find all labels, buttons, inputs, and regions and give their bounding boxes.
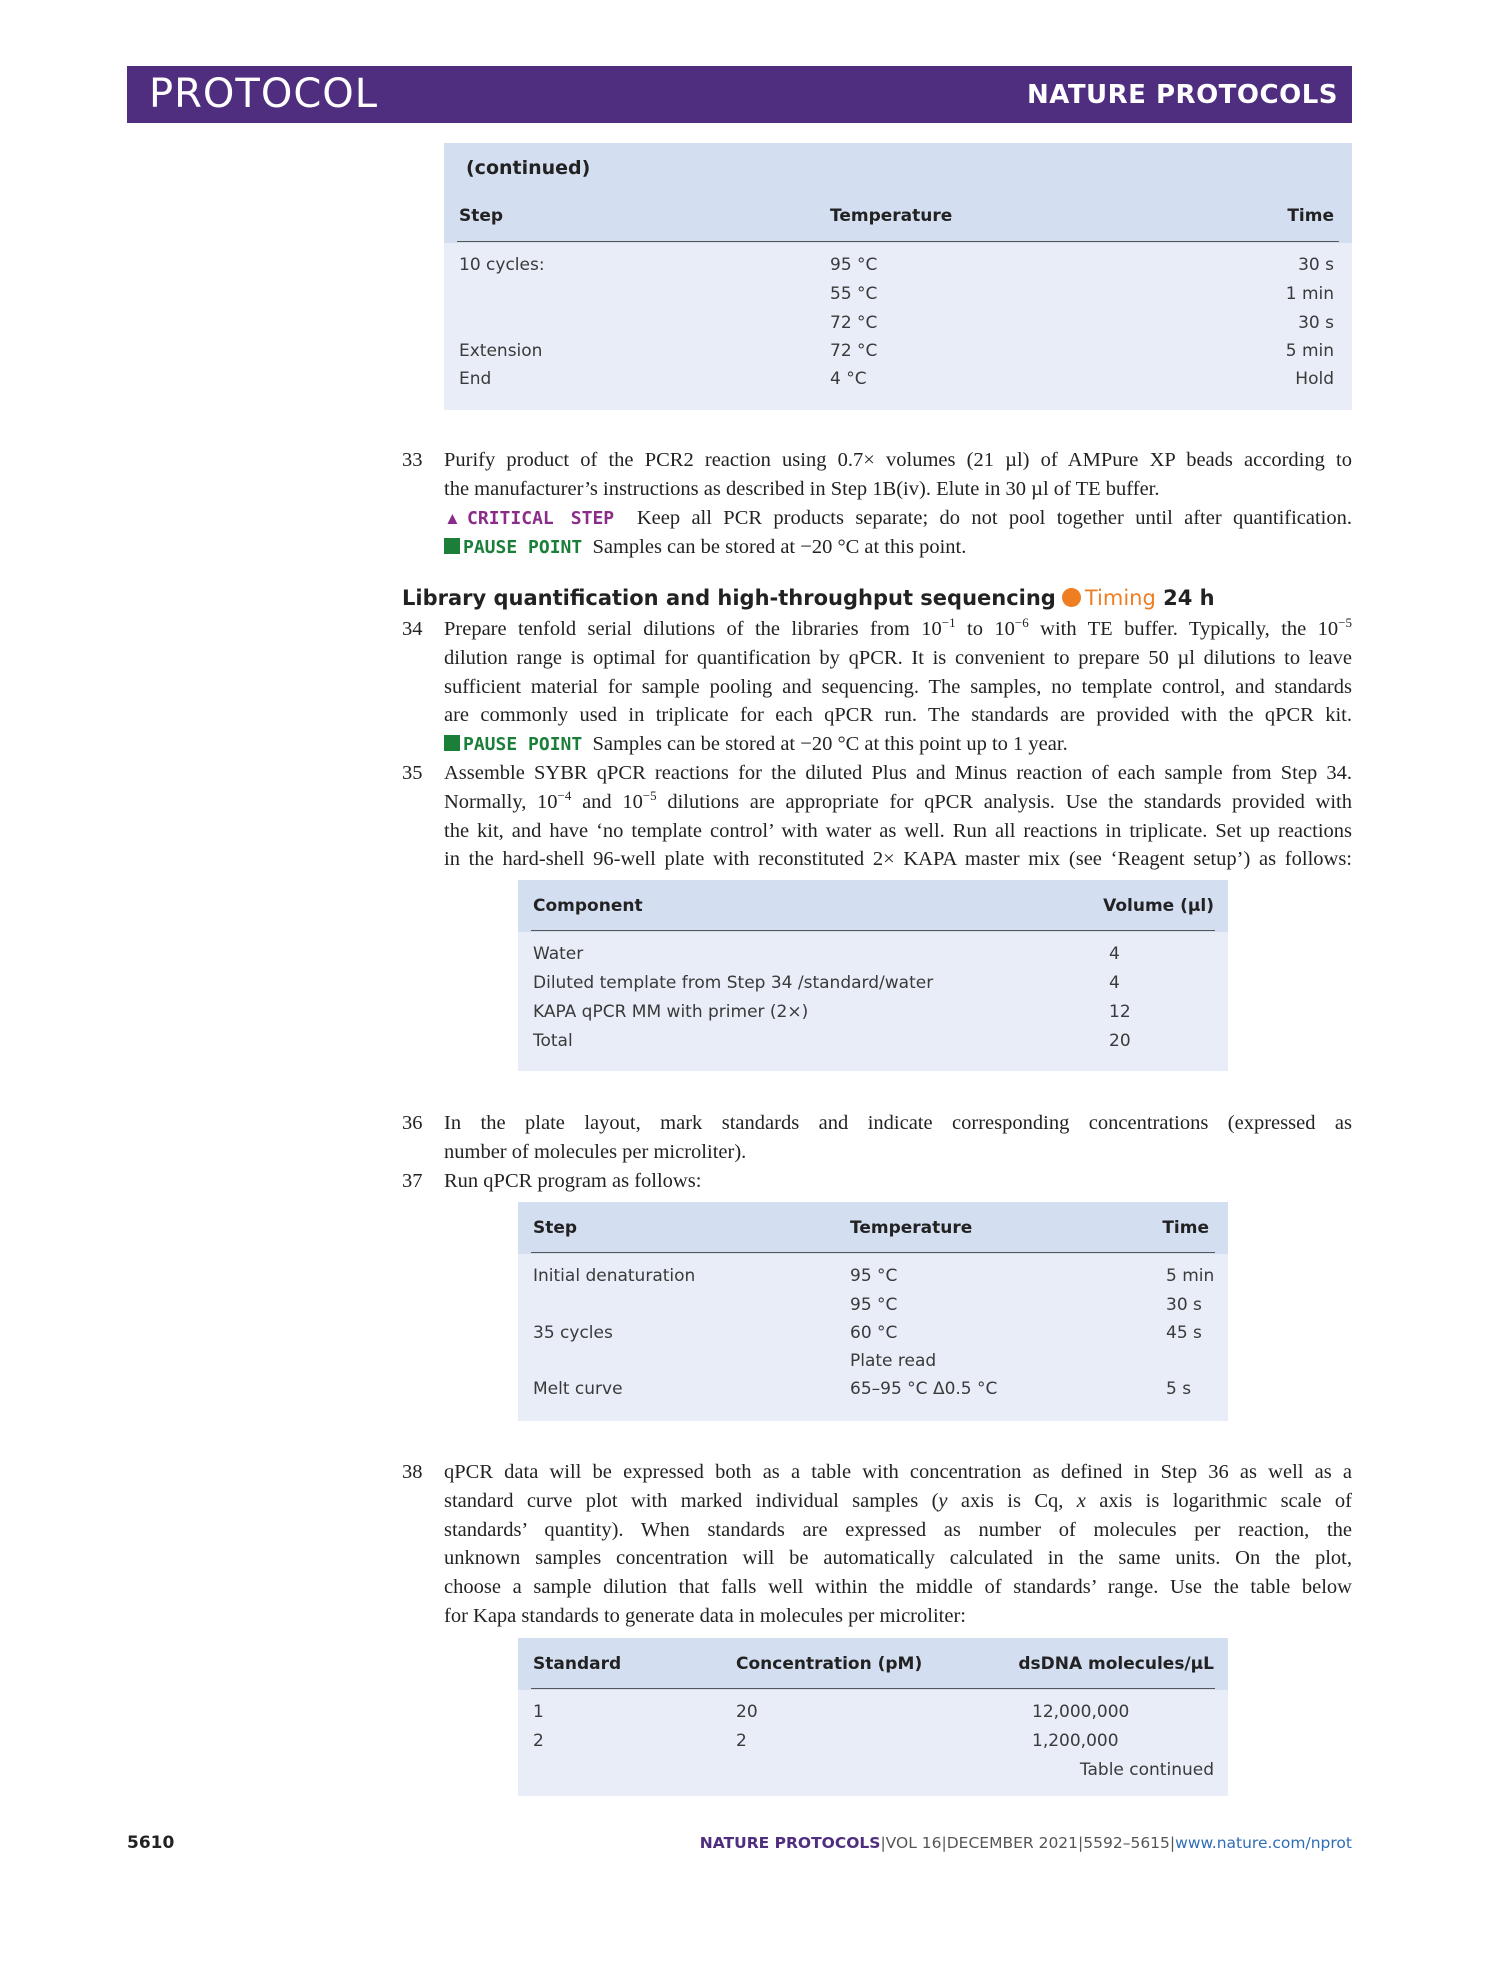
table-cell: Water: [533, 944, 584, 964]
text-fragment: Normally, 10: [444, 790, 558, 813]
step-number: 38: [402, 1461, 423, 1483]
table-cell: 4: [1109, 973, 1120, 993]
table-header: [518, 1638, 1228, 1690]
table-cell: 65–95 °C Δ0.5 °C: [850, 1379, 998, 1399]
table-continued-note: Table continued: [1079, 1760, 1214, 1780]
col-header-concentration: Concentration (pM): [736, 1654, 923, 1674]
pause-point-text: Samples can be stored at −20 °C at this point up to 1 year.: [592, 733, 1068, 756]
text-line: [444, 615, 1352, 644]
superscript: −5: [642, 787, 657, 803]
superscript: −6: [1014, 615, 1029, 631]
table-header: [444, 143, 1352, 243]
pause-point-text: Samples can be stored at −20 °C at this point.: [592, 536, 967, 559]
section-heading: [402, 586, 1215, 610]
col-header-component: Component: [533, 896, 643, 916]
table-cell: 20: [1109, 1031, 1131, 1051]
text-line: for Kapa standards to generate data in molecules per microliter:: [444, 1604, 966, 1627]
text-line: the manufacturer’s instructions as described in Step 1B(iv). Elute in 30 µl of TE buffer.: [444, 477, 1160, 500]
table-cell: 45 s: [1166, 1323, 1202, 1343]
footer-journal: NATURE PROTOCOLS: [699, 1834, 881, 1852]
table-cell: 5 s: [1166, 1379, 1192, 1399]
table-cell: 1: [533, 1702, 544, 1722]
col-header-temperature: Temperature: [850, 1218, 973, 1238]
text-line: [444, 788, 1352, 817]
table-cell: 1 min: [1285, 284, 1334, 304]
superscript: −1: [941, 615, 956, 631]
text-fragment: and 10: [571, 790, 643, 813]
pause-square-icon: [444, 538, 460, 554]
table-cell: 4: [1109, 944, 1120, 964]
table-cell: 72 °C: [830, 313, 878, 333]
text-line: number of molecules per microliter).: [444, 1140, 747, 1163]
table-cell: 20: [736, 1702, 758, 1722]
text-line: Assemble SYBR qPCR reactions for the diluted Plus and Minus reaction of each sample from Step 34.: [444, 762, 1352, 784]
continued-label: (continued): [466, 157, 591, 179]
header-rule: [531, 930, 1215, 931]
table-cell: 95 °C: [850, 1295, 898, 1315]
table-cell: 95 °C: [830, 255, 878, 275]
col-header-standard: Standard: [533, 1654, 622, 1674]
table-cell: 55 °C: [830, 284, 878, 304]
footer-pages: 5592–5615: [1083, 1834, 1170, 1852]
pause-point-line: [444, 533, 1352, 563]
table-cell: 95 °C: [850, 1266, 898, 1286]
col-header-temperature: Temperature: [830, 206, 953, 226]
timing-value: 24 h: [1163, 586, 1215, 610]
critical-step-label: CRITICAL STEP: [467, 507, 615, 529]
text-line: sufficient material for sample pooling and sequencing. The samples, no template control, and standards: [444, 675, 1352, 698]
table-cell: 12,000,000: [1032, 1702, 1130, 1722]
col-header-time: Time: [1287, 206, 1334, 226]
table-kapa-standards: [518, 1638, 1228, 1796]
timing-label: Timing: [1084, 586, 1156, 610]
text-line: unknown samples concentration will be automatically calculated in the same units. On the plot,: [444, 1547, 1352, 1570]
table-cell: Extension: [459, 341, 543, 361]
footer-citation: [700, 1834, 1352, 1852]
header-rule: [457, 241, 1339, 242]
step-33-text: [444, 446, 1352, 563]
pause-point-label: PAUSE POINT: [463, 537, 583, 559]
step-34-text: [444, 615, 1352, 760]
text-line: dilution range is optimal for quantification by qPCR. It is convenient to prepare 50 µl dilutions to leave: [444, 646, 1352, 669]
text-fragment: with TE buffer. Typically, the 10: [1028, 618, 1339, 640]
step-number: 37: [402, 1170, 423, 1192]
table-cell: 35 cycles: [533, 1323, 613, 1343]
table-cell: 10 cycles:: [459, 255, 545, 275]
text-line: choose a sample dilution that falls well within the middle of standards’ range. Use the table below: [444, 1576, 1352, 1599]
italic-variable: x: [1076, 1489, 1086, 1512]
table-cell: End: [459, 369, 492, 389]
table-cell: 2: [533, 1731, 544, 1751]
critical-step-line: [444, 504, 1352, 534]
table-cell: Total: [533, 1031, 573, 1051]
step-38-text: [444, 1458, 1352, 1631]
table-cell: Initial denaturation: [533, 1266, 696, 1286]
table-cell: 12: [1109, 1002, 1131, 1022]
text-line: [444, 1487, 1352, 1516]
text-line: are commonly used in triplicate for each qPCR run. The standards are provided with the qPCR kit.: [444, 704, 1352, 727]
footer-separator: |: [941, 1834, 947, 1852]
header-rule: [531, 1252, 1215, 1253]
text-fragment: dilutions are appropriate for qPCR analysis. Use the standards provided with: [656, 790, 1352, 813]
text-fragment: standard curve plot with marked individual samples (: [444, 1489, 939, 1512]
critical-step-text: Keep all PCR products separate; do not pool together until after quantification.: [636, 506, 1352, 529]
triangle-warning-icon: ▲: [444, 508, 468, 528]
table-cell: 72 °C: [830, 341, 878, 361]
superscript: −4: [557, 787, 572, 803]
col-header-molecules: dsDNA molecules/µL: [1018, 1654, 1214, 1674]
table-pcr2-continued: [444, 143, 1352, 410]
footer-separator: |: [1169, 1834, 1176, 1852]
timing-dot-icon: [1062, 588, 1081, 607]
table-cell: 2: [736, 1731, 747, 1751]
table-cell: 1,200,000: [1032, 1731, 1119, 1751]
table-qpcr-components: [518, 880, 1228, 1071]
header-journal-label: NATURE PROTOCOLS: [1026, 80, 1338, 110]
text-line: In the plate layout, mark standards and indicate corresponding concentrations (expressed as: [444, 1112, 1352, 1134]
table-cell: Melt curve: [533, 1379, 623, 1399]
text-fragment: to 10: [955, 618, 1015, 640]
step-number: 35: [402, 762, 423, 784]
table-cell: 30 s: [1298, 255, 1334, 275]
superscript: −5: [1338, 615, 1352, 631]
step-35-text: [444, 759, 1352, 874]
text-line: Purify product of the PCR2 reaction using 0.7× volumes (21 µl) of AMPure XP beads according to: [444, 449, 1352, 471]
footer-separator: |: [880, 1834, 886, 1852]
footer-volume: VOL 16: [885, 1834, 942, 1852]
pause-square-icon: [444, 735, 460, 751]
header-bar: [127, 66, 1352, 123]
col-header-volume: Volume (µl): [1103, 896, 1214, 916]
footer-separator: |: [1078, 1834, 1084, 1852]
text-line: qPCR data will be expressed both as a table with concentration as defined in Step 36 as well as a: [444, 1461, 1352, 1483]
table-cell: Diluted template from Step 34 /standard/water: [533, 973, 934, 993]
table-cell: 5 min: [1166, 1266, 1215, 1286]
section-title: Library quantification and high-throughput sequencing: [402, 586, 1056, 610]
italic-variable: y: [938, 1489, 948, 1512]
col-header-time: Time: [1162, 1218, 1209, 1238]
text-fragment: Prepare tenfold serial dilutions of the libraries from 10: [444, 618, 942, 640]
pause-point-label: PAUSE POINT: [463, 734, 583, 756]
text-fragment: axis is logarithmic scale of: [1085, 1489, 1352, 1512]
table-qpcr-program: [518, 1202, 1228, 1421]
col-header-step: Step: [459, 206, 504, 226]
pause-point-line: [444, 730, 1352, 760]
header-protocol-label: PROTOCOL: [149, 71, 379, 117]
page-number: 5610: [127, 1833, 175, 1853]
table-header: [518, 1202, 1228, 1254]
table-cell: KAPA qPCR MM with primer (2×): [533, 1002, 809, 1022]
table-cell: Hold: [1295, 369, 1334, 389]
text-line: standards’ quantity). When standards are expressed as number of molecules per reaction, the: [444, 1518, 1352, 1541]
table-cell: 5 min: [1285, 341, 1334, 361]
step-36-text: [444, 1109, 1352, 1167]
step-37-text: [444, 1167, 1352, 1196]
col-header-step: Step: [533, 1218, 578, 1238]
text-fragment: axis is Cq,: [947, 1489, 1077, 1512]
text-line: in the hard-shell 96-well plate with reconstituted 2× KAPA master mix (see ‘Reagent setup’) as follows:: [444, 848, 1352, 871]
table-cell: 4 °C: [830, 369, 867, 389]
step-number: 34: [402, 618, 423, 640]
table-cell: 30 s: [1166, 1295, 1202, 1315]
footer-date: DECEMBER 2021: [946, 1834, 1079, 1852]
table-header: [518, 880, 1228, 932]
header-rule: [531, 1688, 1215, 1689]
table-cell: Plate read: [850, 1351, 937, 1371]
step-number: 36: [402, 1112, 423, 1134]
table-cell: 30 s: [1298, 313, 1334, 333]
footer-url-link[interactable]: www.nature.com/nprot: [1175, 1834, 1352, 1852]
table-cell: 60 °C: [850, 1323, 898, 1343]
step-number: 33: [402, 449, 423, 471]
text-line: Run qPCR program as follows:: [444, 1170, 702, 1192]
text-line: the kit, and have ‘no template control’ with water as well. Run all reactions in triplicate. Set up reactions: [444, 819, 1352, 842]
